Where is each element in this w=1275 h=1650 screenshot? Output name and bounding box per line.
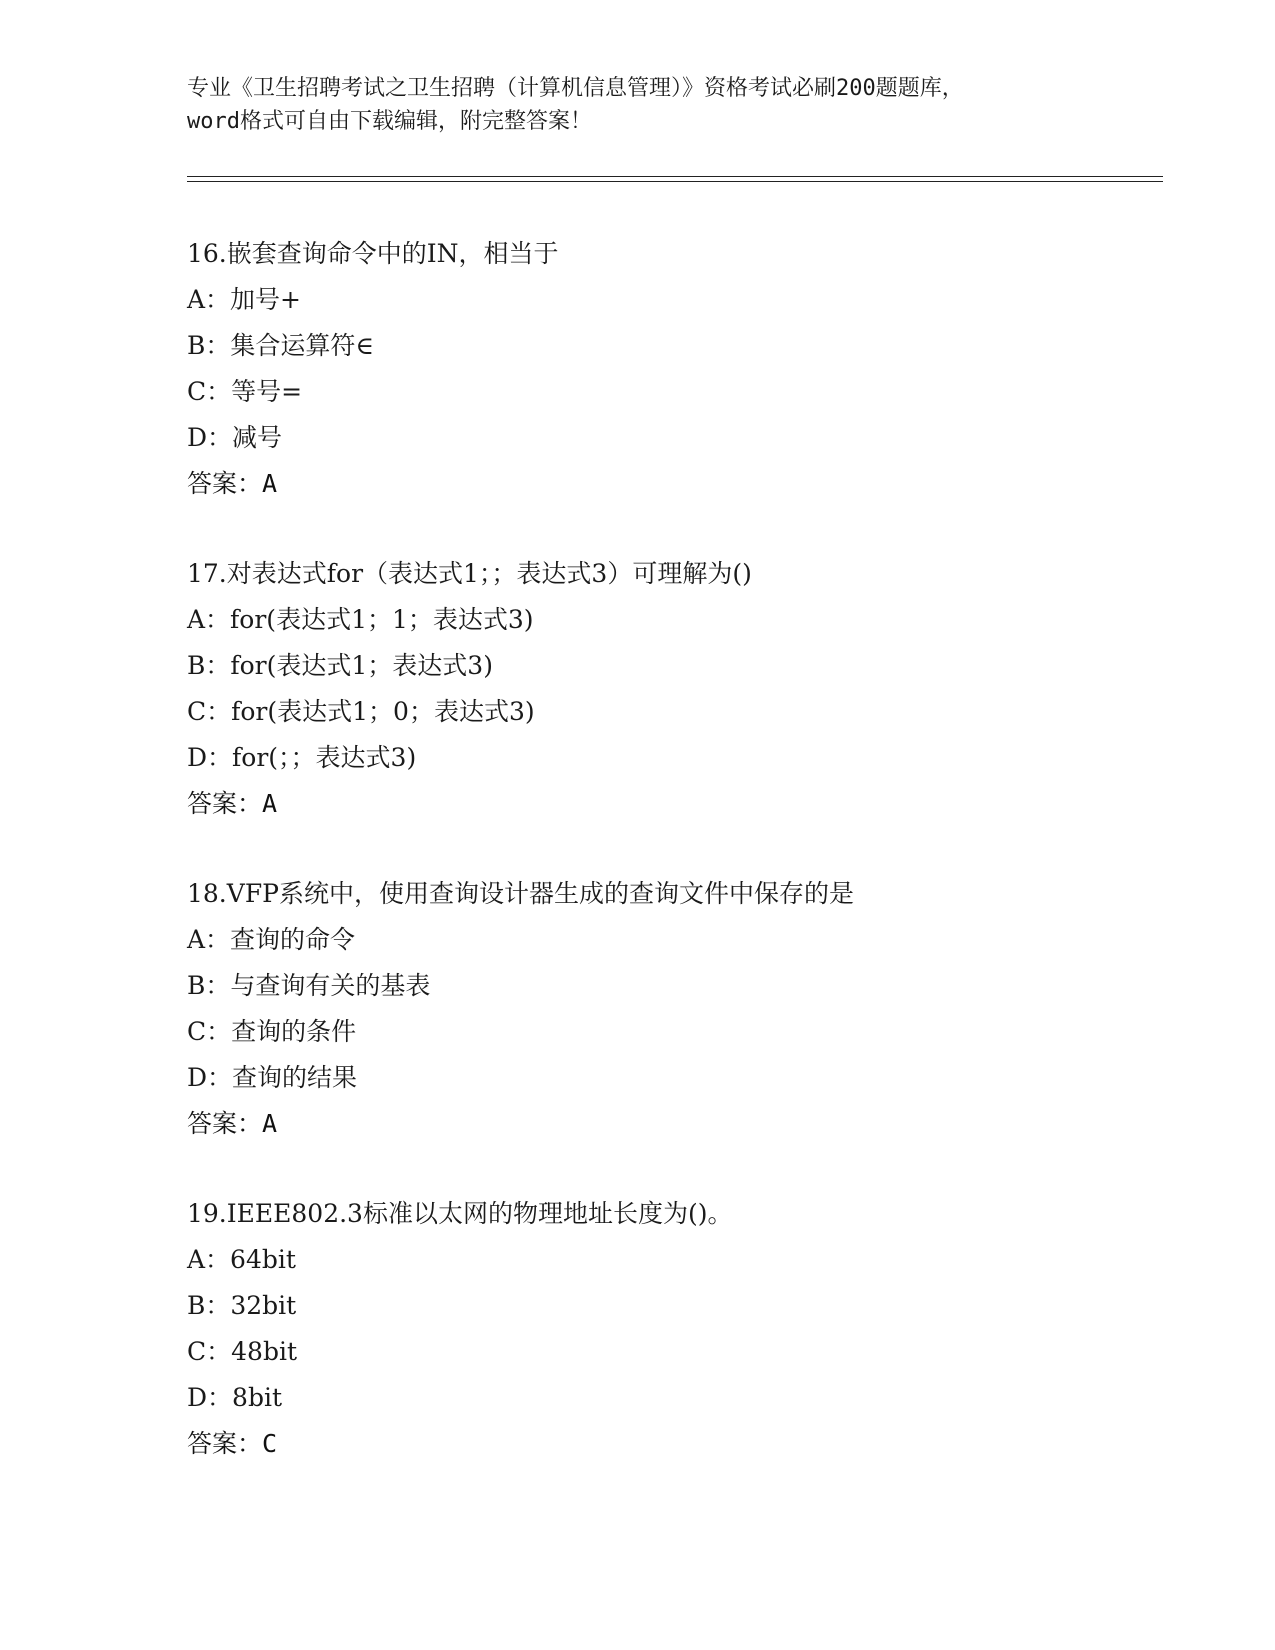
- option-c: C：48bit: [187, 1337, 297, 1366]
- answer-line: 答案：A: [187, 1109, 278, 1138]
- option-c: C：查询的条件: [187, 1017, 357, 1046]
- option-d: D：8bit: [187, 1383, 282, 1412]
- option-b: B：32bit: [187, 1291, 297, 1320]
- header-divider-top: [187, 176, 1163, 177]
- question-title: 16.嵌套查询命令中的IN，相当于: [187, 239, 559, 268]
- option-d: D：for(；；表达式3): [187, 743, 417, 772]
- answer-line: 答案：A: [187, 469, 278, 498]
- option-b: B：与查询有关的基表: [187, 971, 431, 1000]
- question-block-19: [187, 1191, 1167, 1467]
- header-line-1: 专业《卫生招聘考试之卫生招聘（计算机信息管理）》资格考试必刷200题题库，: [187, 76, 964, 101]
- question-block-17: [187, 551, 1167, 827]
- question-block-16: [187, 231, 1167, 507]
- header-divider-bottom: [187, 181, 1163, 182]
- option-b: B：集合运算符∈: [187, 331, 374, 360]
- question-title: 17.对表达式for（表达式1；；表达式3）可理解为(): [187, 559, 752, 588]
- option-c: C：等号=: [187, 377, 303, 406]
- question-title: 18.VFP系统中，使用查询设计器生成的查询文件中保存的是: [187, 879, 854, 908]
- option-a: A：for(表达式1；1；表达式3): [187, 605, 534, 634]
- question-block-18: [187, 871, 1167, 1147]
- question-title: 19.IEEE802.3标准以太网的物理地址长度为()。: [187, 1199, 733, 1228]
- document-header: [187, 72, 1087, 138]
- option-d: D：查询的结果: [187, 1063, 358, 1092]
- header-line-2: word格式可自由下载编辑，附完整答案！: [187, 109, 592, 134]
- option-d: D：减号: [187, 423, 283, 452]
- answer-line: 答案：C: [187, 1429, 278, 1458]
- option-a: A：加号+: [187, 285, 302, 314]
- option-a: A：查询的命令: [187, 925, 356, 954]
- option-a: A：64bit: [187, 1245, 296, 1274]
- option-c: C：for(表达式1；0；表达式3): [187, 697, 535, 726]
- option-b: B：for(表达式1；表达式3): [187, 651, 493, 680]
- answer-line: 答案：A: [187, 789, 278, 818]
